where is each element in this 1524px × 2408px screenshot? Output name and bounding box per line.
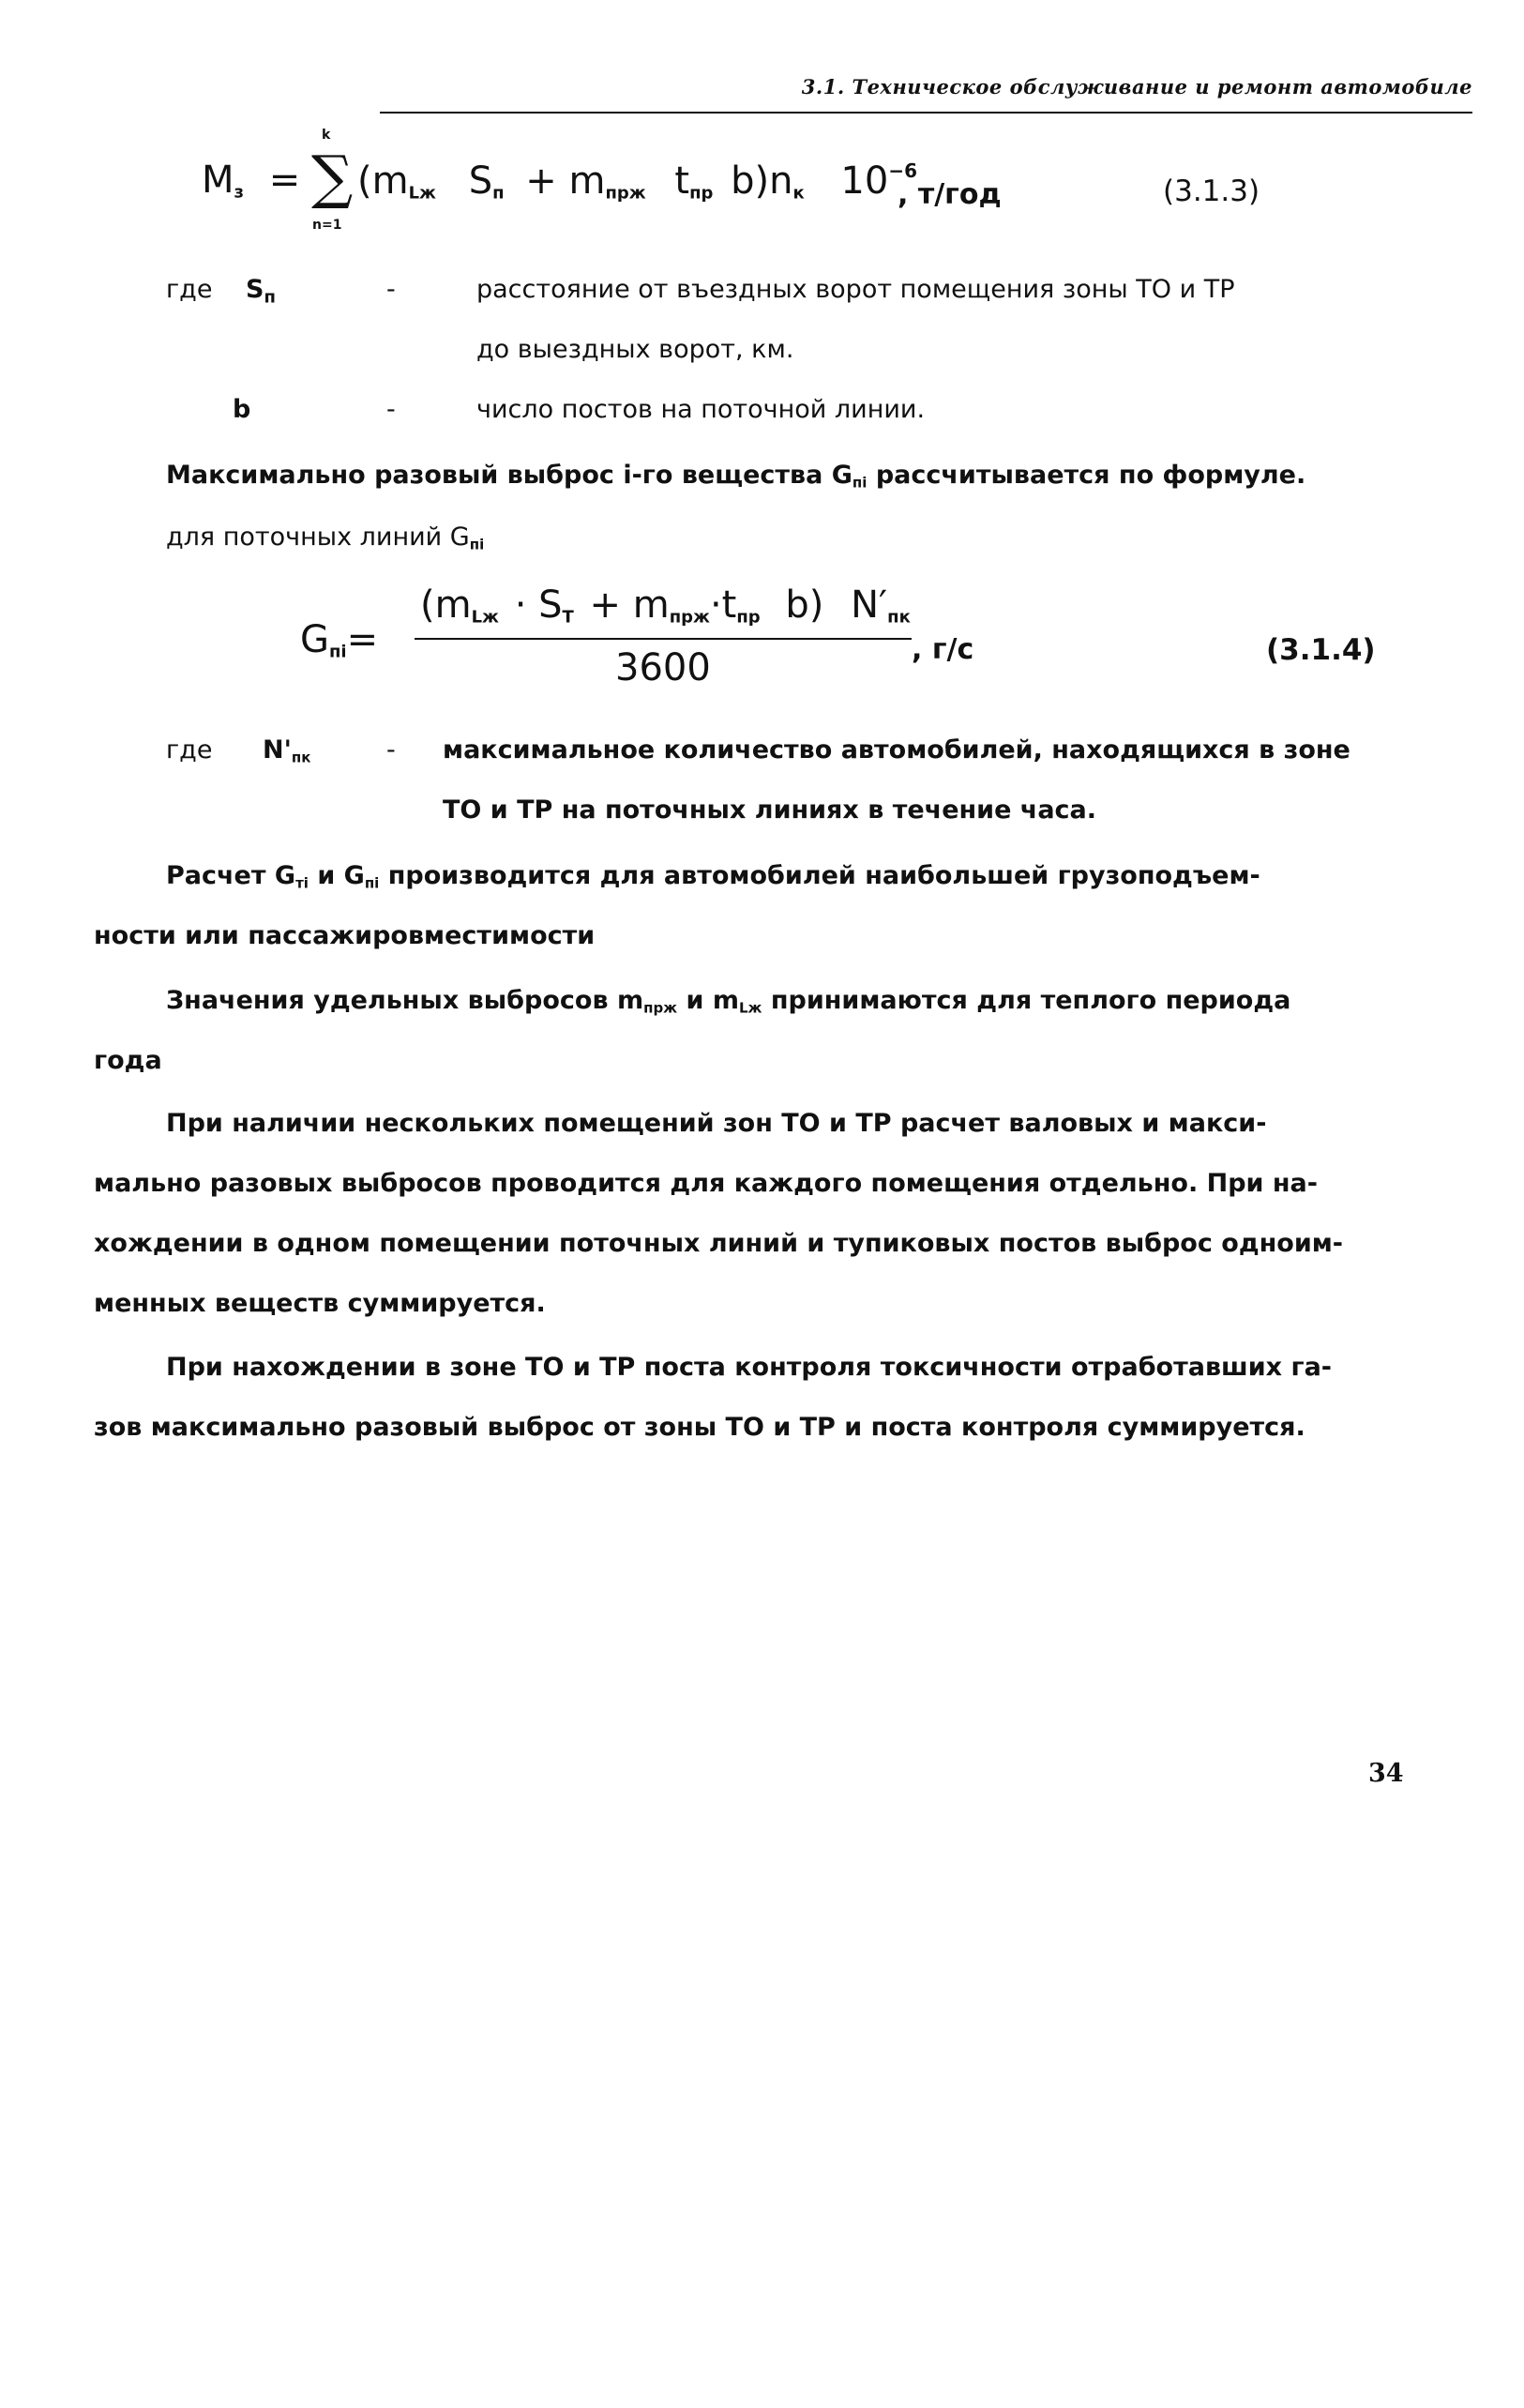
equation-number-313: (3.1.3) [1163, 174, 1260, 208]
running-header: 3.1. Техническое обслуживание и ремонт автомобиле [801, 75, 1472, 98]
paragraph-4-line-3: хождении в одном помещении поточных линий и тупиковых постов выброс одноим- [94, 1229, 1344, 1258]
def-n-line2: ТО и ТР на поточных линиях в течение часа. [443, 795, 1097, 825]
paragraph-1-line-2: для поточных линий $G_{пi}$ [166, 522, 485, 553]
fraction-denominator: 3600 [615, 646, 711, 689]
summation-symbol: ∑ [311, 143, 354, 211]
where-label-2: где [166, 735, 213, 765]
fraction-bar [415, 638, 912, 640]
paragraph-4-line-2: мально разовых выбросов проводится для каждого помещения отдельно. При на- [94, 1169, 1318, 1198]
formula-313-body: ($m_{Lж}$ $S_п + m_{прж}$ $t_{пр}$ $b)n_к$ $10^{-6}$ [357, 159, 918, 204]
symbol-s-n: $S_п$ [246, 275, 276, 308]
formula-3-1-3 [202, 113, 1327, 244]
sigma-upper-limit: k [322, 128, 331, 143]
def-s-line1: расстояние от въездных ворот помещения зоны ТО и ТР [476, 275, 1235, 304]
paragraph-2-line-2: ности или пассажировместимости [94, 921, 596, 950]
formula-313-unit: , т/год [898, 178, 1002, 211]
def-n-line1: максимальное количество автомобилей, находящихся в зоне [443, 735, 1350, 765]
page-number: 34 [1368, 1759, 1404, 1788]
formula-314-lhs: $G_{пi}=$ [300, 618, 379, 662]
paragraph-4-line-4: менных веществ суммируется. [94, 1289, 546, 1318]
def-dash-2: - [386, 395, 396, 424]
paragraph-4-line-1: При наличии нескольких помещений зон ТО и ТР расчет валовых и макси- [166, 1109, 1267, 1138]
paragraph-5-line-1: При нахождении в зоне ТО и ТР поста контроля токсичности отработавших га- [166, 1353, 1332, 1382]
formula-313-lhs: $M_з$ = [202, 159, 301, 203]
paragraph-5-line-2: зов максимально разовый выброс от зоны ТО и ТР и поста контроля суммируется. [94, 1413, 1305, 1442]
formula-314-unit: , г/с [912, 633, 974, 666]
formula-3-1-4 [300, 577, 1407, 718]
def-s-line2: до выездных ворот, км. [476, 335, 794, 364]
paragraph-3-line-2: года [94, 1046, 162, 1075]
fraction-numerator: ($m_{Lж} \cdot S_T + m_{прж}\cdot t_{пр}$ b) $N'_{пк}$ [420, 583, 911, 628]
def-dash-3: - [386, 735, 396, 765]
symbol-b: b [233, 395, 251, 424]
symbol-n-prime: $N'_{пк}$ [263, 735, 311, 766]
paragraph-2-line-1: Расчет $G_{тi}$ и $G_{пi}$ производится для автомобилей наибольшей грузоподъем- [166, 861, 1260, 892]
equation-number-314: (3.1.4) [1266, 633, 1376, 667]
def-b: число постов на поточной линии. [476, 395, 926, 424]
def-dash-1: - [386, 275, 396, 304]
paragraph-1-line-1: Максимально разовый выброс i-го вещества $G_{пi}$ рассчитывается по формуле. [166, 461, 1306, 492]
paragraph-3-line-1: Значения удельных выбросов $m_{прж}$ и $m_{Lж}$ принимаются для теплого периода [166, 986, 1291, 1017]
where-label-1: где [166, 275, 213, 304]
sigma-lower-limit: n=1 [312, 218, 342, 233]
